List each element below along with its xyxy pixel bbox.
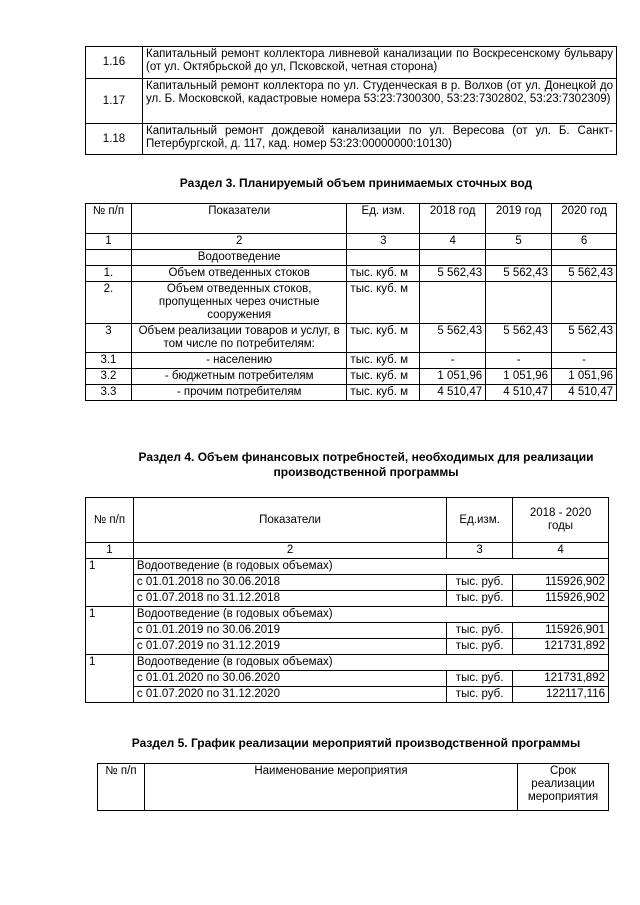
table-row — [86, 324, 617, 353]
table-row — [86, 687, 609, 703]
works-table — [85, 46, 617, 155]
unit: тыс. руб. — [447, 623, 513, 639]
value-2018: 5 562,43 — [420, 266, 486, 282]
row-num: 3.1 — [86, 353, 132, 369]
row-num: 3 — [86, 324, 132, 353]
value: 115926,902 — [513, 575, 609, 591]
value-2018: 5 562,43 — [420, 324, 486, 353]
index-row — [86, 234, 617, 250]
col-header-2020: 2020 год — [552, 204, 617, 234]
section4-title — [20, 450, 640, 480]
table-row — [86, 79, 617, 124]
table-row — [86, 47, 617, 79]
group-label: Водоотведение — [131, 250, 347, 266]
table-row — [86, 385, 617, 401]
value-2019: - — [486, 353, 552, 369]
item-number: 1.16 — [86, 47, 143, 79]
col-header-num: № п/п — [86, 498, 134, 543]
value: 121731,892 — [513, 671, 609, 687]
col-header-2018: 2018 год — [420, 204, 486, 234]
item-number: 1.17 — [86, 79, 143, 124]
row-num: 3.2 — [86, 369, 132, 385]
value-2019: 5 562,43 — [486, 266, 552, 282]
section4-table — [85, 497, 609, 703]
col-header-unit: Ед. изм. — [347, 204, 420, 234]
value-2018 — [420, 282, 486, 324]
unit: тыс. руб. — [447, 591, 513, 607]
row-name: Объем реализации товаров и услуг, в том числе по потребителям: — [131, 324, 347, 353]
group-row — [86, 607, 609, 623]
table-row — [86, 639, 609, 655]
index-cell: 4 — [513, 543, 609, 559]
index-cell: 3 — [447, 543, 513, 559]
row-name: - бюджетным потребителям — [131, 369, 347, 385]
section5-table — [97, 763, 609, 811]
value: 122117,116 — [513, 687, 609, 703]
table-row — [86, 124, 617, 155]
value-2020: 1 051,96 — [552, 369, 617, 385]
index-cell: 2 — [131, 234, 347, 250]
col-header-indicator: Показатели — [131, 204, 347, 234]
section5-title: Раздел 5. График реализации мероприятий производственной программы — [131, 736, 581, 750]
row-unit: тыс. куб. м — [347, 369, 420, 385]
period: с 01.07.2019 по 31.12.2019 — [133, 639, 446, 655]
index-cell: 3 — [347, 234, 420, 250]
value-2018: 4 510,47 — [420, 385, 486, 401]
section3-table — [85, 203, 617, 401]
group-title: Водоотведение (в годовых объемах) — [133, 607, 608, 623]
value-2019: 5 562,43 — [486, 324, 552, 353]
value-2019: 1 051,96 — [486, 369, 552, 385]
value-2020 — [552, 282, 617, 324]
table-row — [86, 353, 617, 369]
group-row — [86, 559, 609, 575]
value-2019 — [486, 282, 552, 324]
value: 115926,902 — [513, 591, 609, 607]
col-header-unit: Ед.изм. — [447, 498, 513, 543]
period: с 01.01.2020 по 30.06.2020 — [133, 671, 446, 687]
unit: тыс. руб. — [447, 671, 513, 687]
group-title: Водоотведение (в годовых объемах) — [133, 559, 608, 575]
row-unit: тыс. куб. м — [347, 324, 420, 353]
value-2020: 4 510,47 — [552, 385, 617, 401]
row-num: 1. — [86, 266, 132, 282]
table-row — [86, 266, 617, 282]
unit: тыс. руб. — [447, 687, 513, 703]
index-cell: 5 — [486, 234, 552, 250]
row-name: Объем отведенных стоков, пропущенных через очистные сооружения — [131, 282, 347, 324]
table-header-row — [86, 204, 617, 234]
table-row — [86, 369, 617, 385]
col-header-name: Наименование мероприятия — [144, 764, 517, 811]
table-row — [86, 591, 609, 607]
row-name: - населению — [131, 353, 347, 369]
section4-title-line2: производственной программы — [273, 465, 459, 479]
table-header-row — [98, 764, 609, 811]
period: с 01.01.2019 по 30.06.2019 — [133, 623, 446, 639]
col-header-num: № п/п — [98, 764, 145, 811]
index-cell: 2 — [133, 543, 446, 559]
table-row — [86, 575, 609, 591]
group-num: 1 — [86, 559, 134, 607]
row-name: - прочим потребителям — [131, 385, 347, 401]
item-text: Капитальный ремонт коллектора по ул. Студенческая в р. Волхов (от ул. Донецкой до ул. Б. Московской, кадастровые номера 53:23:7300300, 53:23:7302802, 53:23:7302309) — [143, 79, 617, 124]
index-row — [86, 543, 609, 559]
index-cell: 1 — [86, 234, 132, 250]
col-header-term: Срок реализации мероприятия — [518, 764, 609, 811]
col-header-num: № п/п — [86, 204, 132, 234]
value-2018: 1 051,96 — [420, 369, 486, 385]
value-2020: - — [552, 353, 617, 369]
row-unit: тыс. куб. м — [347, 353, 420, 369]
item-text: Капитальный ремонт дождевой канализации по ул. Вересова (от ул. Б. Санкт- Петербургской, д. 117, кад. номер 53:23:00000000:10130) — [143, 124, 617, 155]
group-row — [86, 250, 617, 266]
row-name: Объем отведенных стоков — [131, 266, 347, 282]
table-header-row — [86, 498, 609, 543]
value: 121731,892 — [513, 639, 609, 655]
row-num: 2. — [86, 282, 132, 324]
table-row — [86, 671, 609, 687]
table-row — [86, 623, 609, 639]
row-unit: тыс. куб. м — [347, 385, 420, 401]
item-text: Капитальный ремонт коллектора ливневой канализации по Воскресенскому бульвару (от ул. Октябрьской до ул, Псковской, четная сторона) — [143, 47, 617, 79]
value-2020: 5 562,43 — [552, 324, 617, 353]
period: с 01.07.2018 по 31.12.2018 — [133, 591, 446, 607]
row-num: 3.3 — [86, 385, 132, 401]
row-unit: тыс. куб. м — [347, 266, 420, 282]
group-num: 1 — [86, 607, 134, 655]
unit: тыс. руб. — [447, 639, 513, 655]
section3-title: Раздел 3. Планируемый объем принимаемых сточных вод — [179, 176, 533, 190]
col-header-indicator: Показатели — [133, 498, 446, 543]
period: с 01.07.2020 по 31.12.2020 — [133, 687, 446, 703]
index-cell: 6 — [552, 234, 617, 250]
col-header-2019: 2019 год — [486, 204, 552, 234]
index-cell: 4 — [420, 234, 486, 250]
index-cell: 1 — [86, 543, 134, 559]
group-row — [86, 655, 609, 671]
row-unit: тыс. куб. м — [347, 282, 420, 324]
unit: тыс. руб. — [447, 575, 513, 591]
value-2018: - — [420, 353, 486, 369]
value: 115926,901 — [513, 623, 609, 639]
value-2020: 5 562,43 — [552, 266, 617, 282]
table-row — [86, 282, 617, 324]
section4-title-line1: Раздел 4. Объем финансовых потребностей, необходимых для реализации — [138, 450, 594, 464]
group-num: 1 — [86, 655, 134, 703]
item-number: 1.18 — [86, 124, 143, 155]
value-2019: 4 510,47 — [486, 385, 552, 401]
col-header-years: 2018 - 2020 годы — [513, 498, 609, 543]
period: с 01.01.2018 по 30.06.2018 — [133, 575, 446, 591]
group-title: Водоотведение (в годовых объемах) — [133, 655, 608, 671]
